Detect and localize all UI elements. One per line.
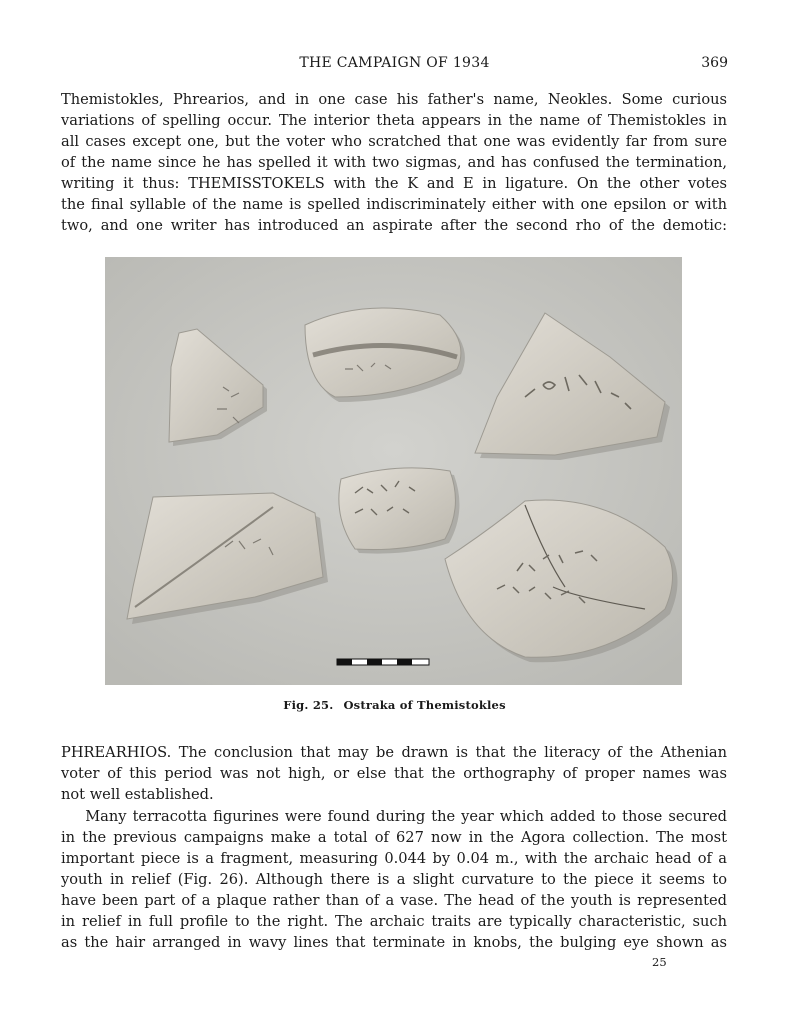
text-line: all cases except one, but the voter who scratched that one was evidently far from sure [61, 133, 727, 150]
sherd-middle [339, 468, 460, 554]
signature-mark: 25 [652, 955, 667, 969]
page-number: 369 [701, 55, 728, 71]
paragraph-2 [61, 742, 727, 805]
text-line: have been part of a plaque rather than of a vase. The head of the youth is represented [61, 892, 727, 909]
ostraka-photograph [105, 257, 682, 685]
figure-ostraka-photo [105, 257, 682, 685]
text-line: in the previous campaigns make a total of 627 now in the Agora collection. The most [61, 829, 727, 846]
paragraph-3 [61, 806, 727, 953]
text-line: in relief in full profile to the right. The archaic traits are typically characteristic, such [61, 913, 727, 930]
figure-label: Fig. 25. [283, 698, 334, 712]
scale-bar [337, 659, 429, 665]
text-line: the final syllable of the name is spelled indiscriminately either with one epsilon or with [61, 196, 727, 213]
text-line: two, and one writer has introduced an aspirate after the second rho of the demotic: [61, 217, 727, 234]
text-line: variations of spelling occur. The interior theta appears in the name of Themistokles in [61, 112, 727, 129]
text-line: important piece is a fragment, measuring 0.044 by 0.04 m., with the archaic head of a [61, 850, 727, 867]
paragraph-1 [61, 89, 727, 236]
header-title: THE CAMPAIGN OF 1934 [299, 55, 490, 71]
figure-caption [0, 698, 789, 712]
text-line: of the name since he has spelled it with two sigmas, and has confused the termination, [61, 154, 727, 171]
text-line: as the hair arranged in wavy lines that terminate in knobs, the bulging eye shown as [61, 934, 727, 951]
text-line: youth in relief (Fig. 26). Although there is a slight curvature to the piece it seems to [61, 871, 727, 888]
text-line: Many terracotta figurines were found during the year which added to those secured [61, 808, 727, 825]
text-line: writing it thus: THEMISSTOKELS with the K and E in ligature. On the other votes [61, 175, 727, 192]
text-line: Themistokles, Phrearios, and in one case his father's name, Neokles. Some curious [61, 91, 727, 108]
text-line: voter of this period was not high, or else that the orthography of proper names was [61, 765, 727, 782]
text-line: PHREARHIOS. The conclusion that may be drawn is that the literacy of the Athenian [61, 744, 727, 761]
figure-caption-text: Ostraka of Themistokles [343, 698, 506, 712]
text-line: not well established. [61, 786, 214, 803]
